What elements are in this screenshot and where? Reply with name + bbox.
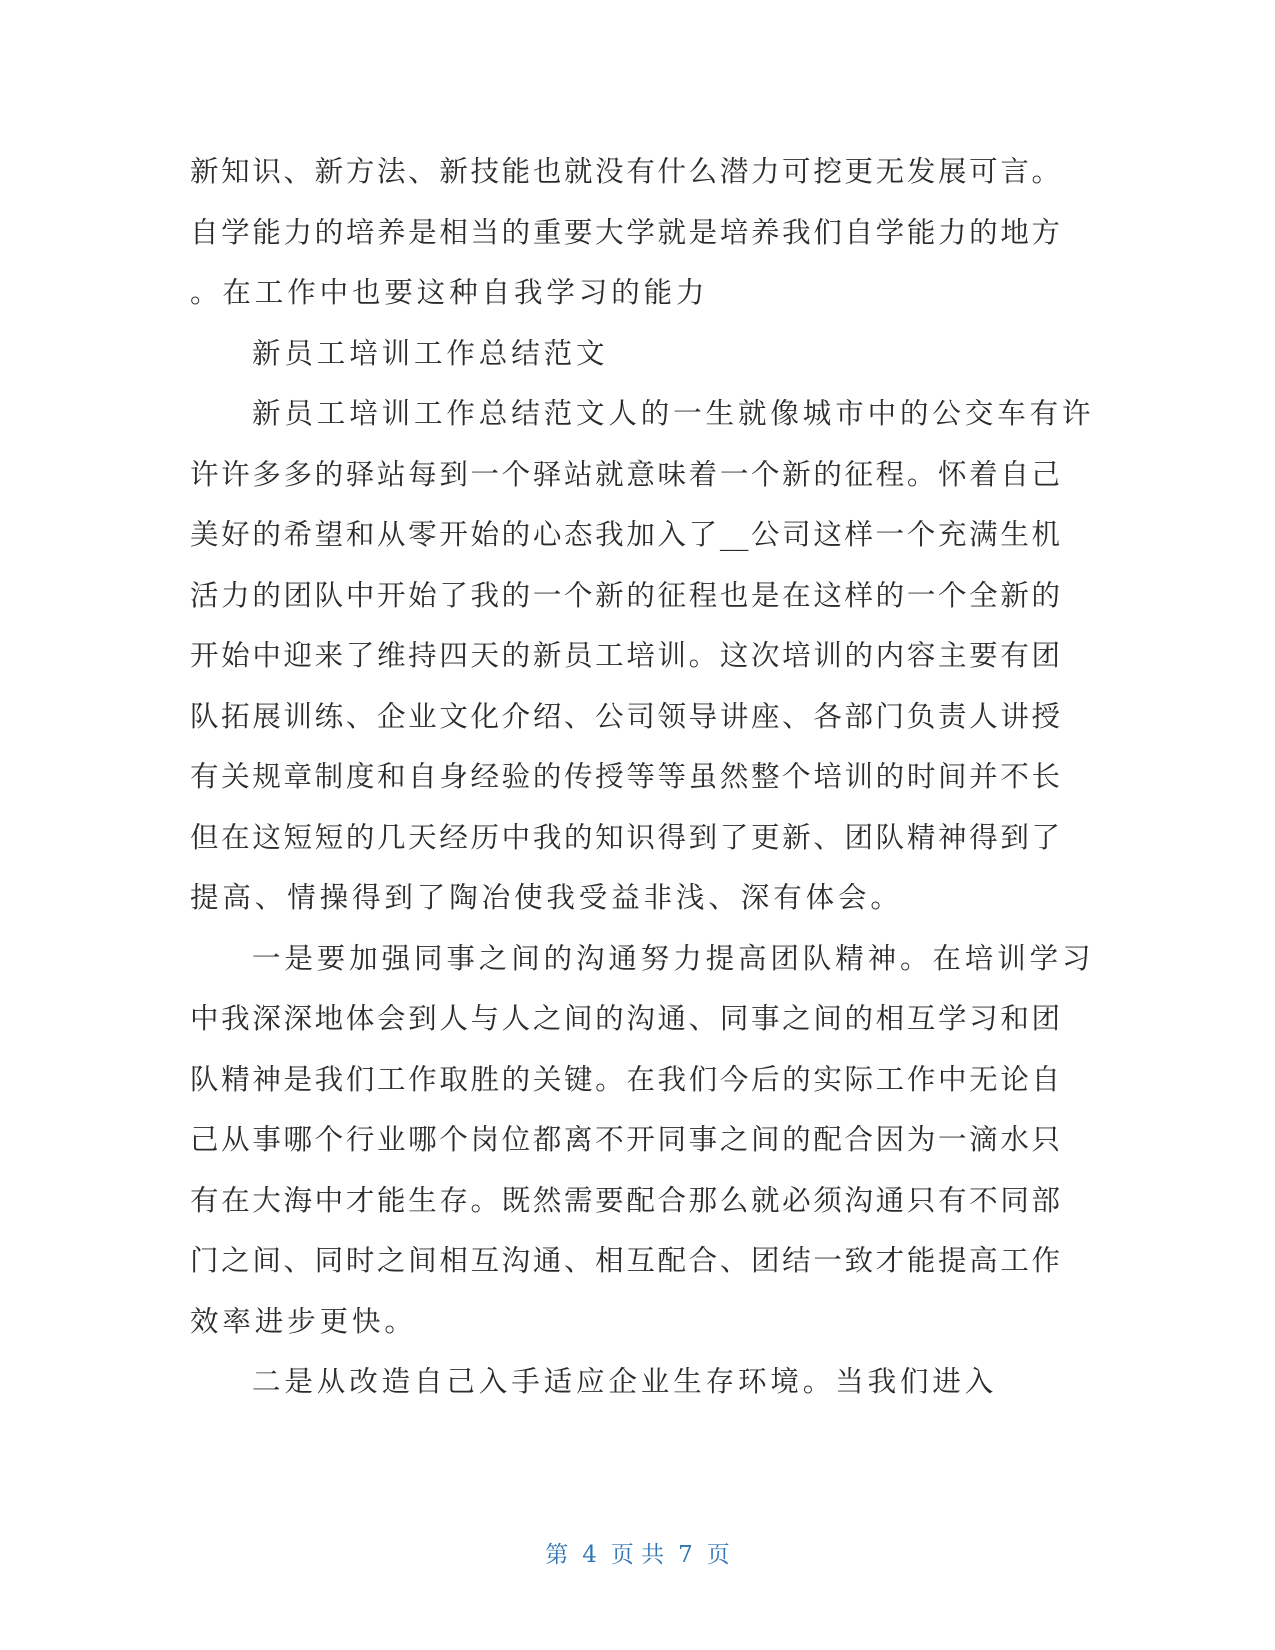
text-line: 有关规章制度和自身经验的传授等等虽然整个培训的时间并不长	[190, 760, 1060, 793]
current-page-number: 4	[582, 1542, 597, 1568]
text-line: 开始中迎来了维持四天的新员工培训。这次培训的内容主要有团	[190, 639, 1060, 672]
total-pages-number: 7	[678, 1542, 693, 1568]
section-title: 新员工培训工作总结范文	[252, 336, 609, 370]
text-line: 门之间、同时之间相互沟通、相互配合、团结一致才能提高工作	[190, 1244, 1060, 1277]
text-line: 二是从改造自己入手适应企业生存环境。当我们进入	[252, 1365, 998, 1398]
text-line: 一是要加强同事之间的沟通努力提高团队精神。在培训学习	[252, 941, 1095, 975]
text-line: 自学能力的培养是相当的重要大学就是培养我们自学能力的地方	[190, 215, 1060, 249]
text-line: 新员工培训工作总结范文人的一生就像城市中的公交车有许	[252, 397, 1095, 430]
footer-prefix: 第	[545, 1542, 569, 1568]
text-line: 己从事哪个行业哪个岗位都离不开同事之间的配合因为一滴水只	[190, 1123, 1060, 1156]
text-line: 。在工作中也要这种自我学习的能力	[190, 276, 709, 309]
text-line: 美好的希望和从零开始的心态我加入了__公司这样一个充满生机	[190, 518, 1060, 551]
footer-suffix: 页	[706, 1542, 730, 1568]
text-line: 但在这短短的几天经历中我的知识得到了更新、团队精神得到了	[190, 820, 1060, 854]
footer-middle: 页 共	[610, 1542, 665, 1568]
text-line: 许许多多的驿站每到一个驿站就意味着一个新的征程。怀着自己	[190, 457, 1060, 491]
document-body	[190, 142, 1095, 1413]
text-line: 队拓展训练、企业文化介绍、公司领导讲座、各部门负责人讲授	[190, 699, 1060, 733]
text-line: 有在大海中才能生存。既然需要配合那么就必须沟通只有不同部	[190, 1183, 1060, 1217]
text-line: 队精神是我们工作取胜的关键。在我们今后的实际工作中无论自	[190, 1062, 1060, 1096]
text-line: 活力的团队中开始了我的一个新的征程也是在这样的一个全新的	[190, 578, 1060, 612]
text-line: 效率进步更快。	[190, 1304, 417, 1338]
text-line: 新知识、新方法、新技能也就没有什么潜力可挖更无发展可言。	[190, 155, 1060, 188]
text-line: 提高、情操得到了陶冶使我受益非浅、深有体会。	[190, 881, 903, 914]
text-line: 中我深深地体会到人与人之间的沟通、同事之间的相互学习和团	[190, 1002, 1060, 1035]
page-footer	[0, 1536, 1275, 1569]
